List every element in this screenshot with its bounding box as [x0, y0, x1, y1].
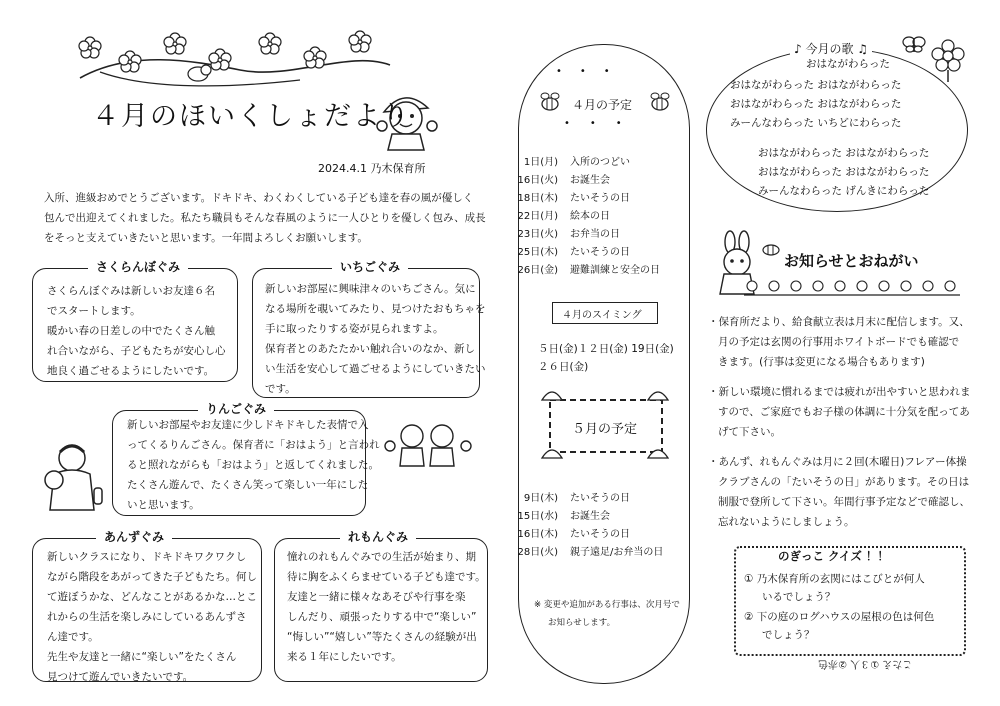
schedule-row [510, 262, 660, 280]
text-line: ってくるりんごさん。保育者に「おはよう」と言われ [127, 439, 380, 451]
notice-line: ・保育所だより、給食献立表は月末に配信します。又、 [708, 316, 970, 328]
intro-line: 包んで出迎えてくれました。私たち職員もそんな春風のように一人ひとりを優しく包み、成長 [44, 212, 486, 224]
notice-line: 月の予定は玄関の行事用ホワイトボードでも確認で [718, 336, 960, 348]
song-line: みーんなわらった いちどにわらった [730, 117, 902, 129]
quiz-title: のぎっこ クイズ ！！ [774, 548, 893, 564]
schedule-note [534, 596, 680, 632]
kids-illustration [382, 420, 472, 470]
notice-item-3 [708, 452, 970, 532]
note-line: お知らせします。 [548, 618, 616, 628]
class-box-sakuranbo [32, 268, 238, 382]
text-line: 先生や友達と一緒に“楽しい”をたくさん [47, 651, 237, 663]
song-line: おはながわらった おはながわらった [730, 98, 902, 110]
song-line: おはながわらった おはながわらった [758, 147, 930, 159]
schedule-date: 18日(木) [517, 193, 558, 204]
dots-top: ••• [556, 66, 628, 77]
intro-text [44, 188, 486, 248]
text-line: 見つけて遊んでいきたいです。 [47, 671, 194, 683]
bee-icon [648, 90, 672, 114]
notice-line: 忘れないようにしましょう。 [718, 516, 855, 528]
text-line: です。 [265, 383, 296, 395]
text-line: 待に胸をふくらませている子ども達です。 [287, 571, 486, 583]
text-line: ると照れながらも「おはよう」と返してくれました。 [127, 459, 379, 471]
text-line: 暖かい春の日差しの中でたくさん触 [47, 325, 215, 337]
dots-under-title: ••• [564, 118, 642, 129]
may-schedule-list [510, 490, 663, 562]
schedule-date: 22日(月) [517, 211, 558, 222]
schedule-event: お誕生会 [570, 511, 610, 522]
quiz-line: いるでしょう？ [762, 591, 836, 603]
mother-baby-illustration [32, 440, 112, 512]
text-line: なる場所を覗いてみたり、見つけたおもちゃを [265, 303, 486, 315]
notice-line: すので、ご家庭でもお子様の体調に十分気を配ってあ [718, 406, 970, 418]
class-title-ichigo: いちごぐみ [332, 258, 408, 275]
schedule-date: 23日(火) [517, 229, 558, 240]
notice-line: ・新しい環境に慣れるまでは疲れが出やすいと思われま [708, 386, 971, 398]
quiz-answers: こたえ ①３人 ②赤色 [818, 658, 913, 669]
schedule-row [510, 508, 663, 526]
schedule-date: 16日(木) [517, 529, 558, 540]
notice-item-2 [708, 382, 971, 442]
notices-title: お知らせとおねがい [784, 252, 919, 270]
april-schedule-title: ４月の予定 [572, 98, 633, 112]
text-line: れ合いながら、子どもたちが安心し心 [47, 345, 226, 357]
notice-line: 制服で登所して下さい。年間行事予定などで確認し、 [718, 496, 970, 508]
flower-row [744, 278, 964, 296]
schedule-row [510, 244, 660, 262]
notice-line: クラブさんの「たいそうの日」があります。その日は [718, 476, 970, 488]
text-line: 来る１年にしたいです。 [287, 651, 402, 663]
schedule-event: 避難訓練と安全の日 [570, 265, 660, 276]
text-line: ん達です。 [47, 631, 99, 643]
butterfly-icon [902, 34, 926, 54]
quiz-line: ② 下の庭のログハウスの屋根の色は何色 [744, 611, 935, 623]
song-heading: ♪ 今月の歌 ♫ [790, 40, 872, 57]
class-title-ringo: りんごぐみ [198, 400, 274, 417]
text-line: たくさん遊んで、たくさん笑って楽しい一年にした [127, 479, 369, 491]
newsletter-title: ４月のほいくしょだより [92, 101, 411, 132]
swim-line: ２６日(金) [538, 361, 589, 373]
swimming-dates [538, 340, 674, 376]
text-line: 憧れのれもんぐみでの生活が始まり、期 [287, 551, 476, 563]
schedule-row [510, 154, 660, 172]
schedule-date: 26日(金) [517, 265, 558, 276]
text-line: い生活を安心して過ごせるようにしていきたい [265, 363, 486, 375]
text-line: れからの生活を楽しみにしているあんずさ [47, 611, 247, 623]
notice-line: げて下さい。 [718, 426, 781, 438]
text-line: 友達と一緒に様々なあそびや行事を楽 [287, 591, 466, 603]
schedule-event: お弁当の日 [570, 229, 620, 240]
schedule-event: お誕生会 [570, 175, 610, 186]
schedule-row [510, 190, 660, 208]
may-schedule-title: ５月の予定 [572, 422, 638, 437]
class-box-lemon [274, 538, 488, 682]
text-line: 新しいクラスになり、ドキドキワクワクし [47, 551, 247, 563]
swimming-title: ４月のスイミング [562, 310, 642, 321]
schedule-date: 28日(火) [517, 547, 558, 558]
april-schedule-list [510, 154, 660, 280]
schedule-row [510, 490, 663, 508]
schedule-date: 9日(木) [523, 493, 558, 504]
song-verse-2 [758, 144, 929, 201]
class-box-ichigo [252, 268, 486, 398]
schedule-date: 25日(木) [517, 247, 558, 258]
schedule-row [510, 172, 660, 190]
song-verse-1 [730, 76, 901, 133]
text-line: 新しいお部屋に興味津々のいちごさん。気に [265, 283, 476, 295]
class-title-anzu: あんずぐみ [96, 528, 172, 545]
class-box-ringo [112, 410, 380, 516]
song-line: みーんなわらった げんきにわらった [758, 185, 930, 197]
text-line: いと思います。 [127, 499, 200, 511]
schedule-date: 16日(火) [517, 175, 558, 186]
schedule-row [510, 226, 660, 244]
quiz-question-1 [744, 570, 925, 606]
song-name: おはながわらった [806, 58, 890, 70]
text-line: 手に取ったりする姿が見られますよ。 [265, 323, 444, 335]
text-line: て遊ぼうかな、どんなことがあるかな…とこ [47, 591, 257, 603]
schedule-row [510, 526, 663, 544]
text-line: 新しいお部屋やお友達に少しドキドキした表情で入 [127, 419, 369, 431]
schedule-event: たいそうの日 [570, 493, 630, 504]
text-line: “悔しい”“嬉しい”等たくさんの経験が出 [287, 631, 477, 643]
song-line: おはながわらった おはながわらった [730, 79, 902, 91]
schedule-row [510, 208, 660, 226]
bee-icon [760, 240, 782, 256]
schedule-event: たいそうの日 [570, 193, 630, 204]
text-line: ながら階段をあがってきた子どもたち。何し [47, 571, 257, 583]
text-line: でスタートします。 [47, 305, 141, 317]
class-title-sakuranbo: さくらんぼぐみ [88, 258, 188, 275]
flower-icon [928, 38, 968, 82]
quiz-line: でしょう？ [762, 629, 815, 641]
date-and-org: 2024.4.1 乃木保育所 [318, 162, 426, 175]
text-line: さくらんぼぐみは新しいお友達６名 [47, 285, 215, 297]
song-line: おはながわらった おはながわらった [758, 166, 930, 178]
schedule-date: 15日(水) [517, 511, 558, 522]
schedule-event: たいそうの日 [570, 529, 630, 540]
class-title-lemon: れもんぐみ [340, 528, 416, 545]
schedule-event: 親子遠足/お弁当の日 [570, 547, 664, 558]
text-line: 保育者とのあたたかい触れ合いのなか、新し [265, 343, 475, 355]
note-line: ※ 変更や追加がある行事は、次月号で [534, 600, 680, 610]
text-line: しんだり、頑張ったりする中で“楽しい” [287, 611, 477, 623]
notice-line: きます。(行事は変更になる場合もあります) [718, 356, 925, 368]
schedule-event: 絵本の日 [570, 211, 610, 222]
schedule-row [510, 544, 663, 562]
schedule-event: 入所のつどい [570, 157, 630, 168]
bee-icon [538, 90, 562, 114]
schedule-event: たいそうの日 [570, 247, 630, 258]
intro-line: をそっと支えていきたいと思います。一年間よろしくお願いします。 [44, 232, 368, 244]
quiz-line: ① 乃木保育所の玄関にはこびとが何人 [744, 573, 925, 585]
quiz-question-2 [744, 608, 934, 644]
notice-line: ・あんず、れもんぐみは月に２回(木曜日)フレアー体操 [708, 456, 967, 468]
swim-line: ５日(金)１２日(金) 19日(金) [538, 343, 674, 355]
class-box-anzu [32, 538, 262, 682]
schedule-date: 1日(月) [523, 157, 558, 168]
notice-item-1 [708, 312, 970, 372]
intro-line: 入所、進級おめでとうございます。ドキドキ、わくわくしている子ども達を春の風が優しく [44, 192, 474, 204]
text-line: 地良く過ごせるようにしたいです。 [47, 365, 215, 377]
cherry-blossom-garland [70, 30, 400, 100]
